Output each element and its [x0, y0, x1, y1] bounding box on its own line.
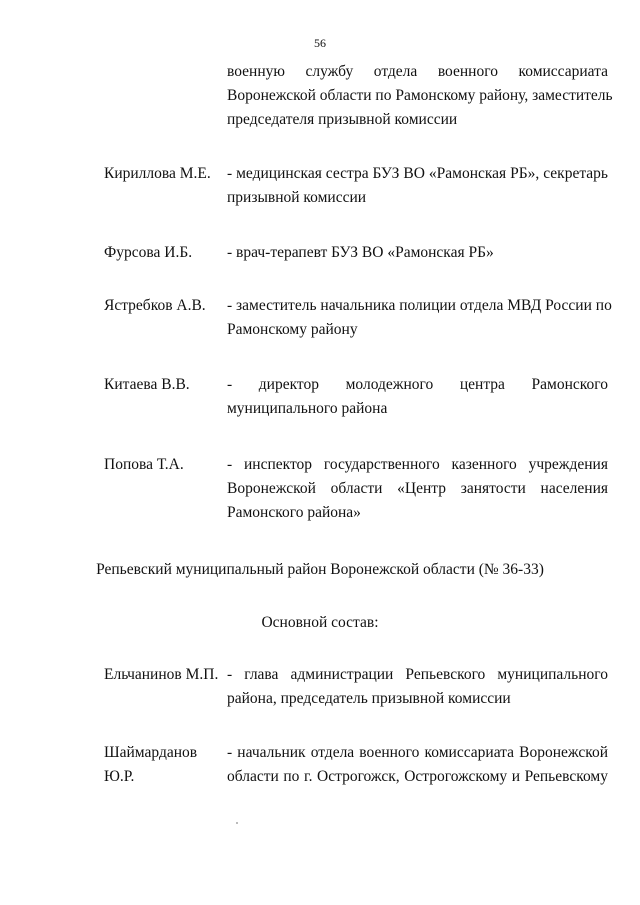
member-description [227, 241, 608, 265]
desc-line: председателя призывной комиссии [227, 111, 458, 128]
member-description [227, 741, 608, 789]
member-description [227, 162, 608, 210]
desc-line: области по г. Острогожск, Острогожскому и Репьевскому [227, 768, 608, 785]
member-name: Кириллова М.Е. [104, 165, 211, 182]
composition-heading: Основной состав: [261, 614, 379, 631]
member-name: Ельчанинов М.П. [104, 666, 219, 683]
desc-line: - директор молодежного центра Рамонского [227, 376, 608, 393]
desc-line: - врач-терапевт БУЗ ВО «Рамонская РБ» [227, 244, 494, 261]
desc-line: - начальник отдела военного комиссариата Воронежской [227, 744, 608, 761]
member-name: Ястребков А.В. [104, 297, 206, 314]
member-description [227, 373, 608, 421]
desc-line: - медицинская сестра БУЗ ВО «Рамонская РБ», секретарь [227, 165, 608, 182]
desc-line: муниципального района [227, 400, 388, 417]
continuation-description [227, 60, 613, 132]
desc-line: - глава администрации Репьевского муниципального [227, 666, 608, 683]
member-name: Китаева В.В. [104, 376, 190, 393]
desc-line: - заместитель начальника полиции отдела МВД России по [227, 297, 612, 314]
desc-line: Воронежской области «Центр занятости населения [227, 480, 608, 497]
member-description [227, 453, 608, 525]
member-description [227, 663, 608, 711]
desc-line: Рамонского района» [227, 504, 361, 521]
page-number: 56 [314, 36, 326, 50]
member-name: Фурсова И.Б. [104, 244, 193, 261]
member-name: Шаймарданов Ю.Р. [104, 744, 198, 785]
member-description [227, 294, 612, 342]
desc-line: военную службу отдела военного комиссариата [227, 63, 608, 80]
member-name: Попова Т.А. [104, 456, 184, 473]
desc-line: - инспектор государственного казенного учреждения [227, 456, 608, 473]
desc-line: Рамонскому району [227, 321, 358, 338]
desc-line: района, председатель призывной комиссии [227, 690, 511, 707]
district-heading: Репьевский муниципальный район Воронежской области (№ 36-33) [96, 561, 544, 578]
desc-line: Воронежской области по Рамонскому району, заместитель [227, 87, 613, 104]
scan-speck [236, 822, 238, 824]
desc-line: призывной комиссии [227, 189, 367, 206]
